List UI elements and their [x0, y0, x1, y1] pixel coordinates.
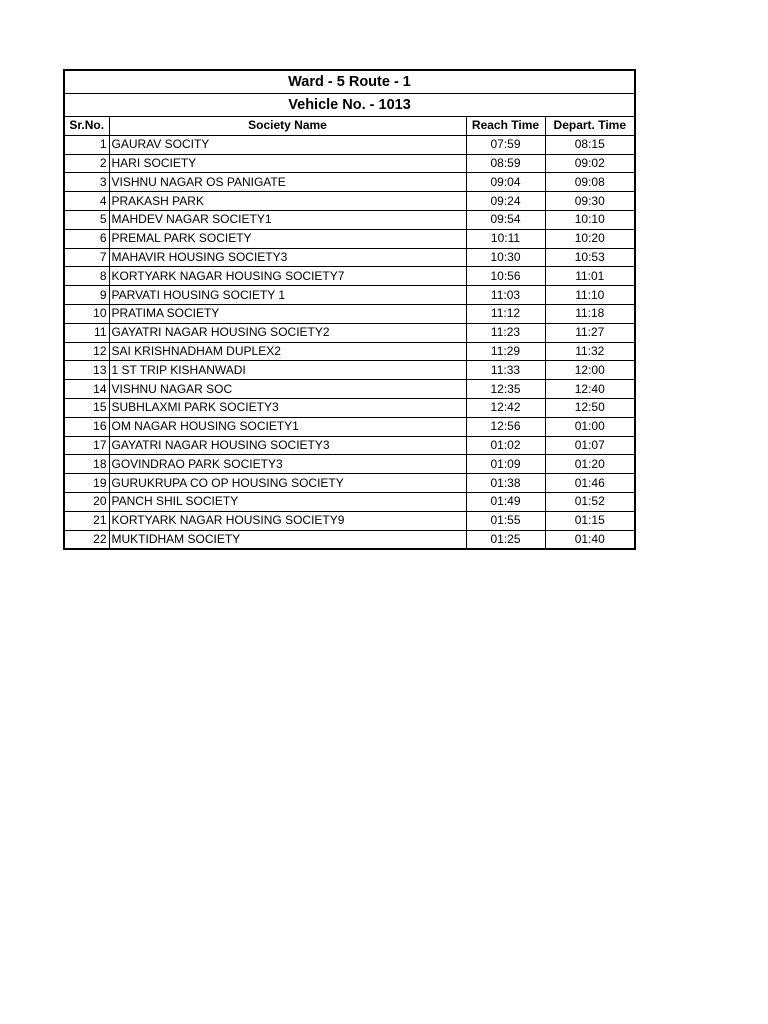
sr-no-cell: 22 [64, 530, 109, 549]
table-row [64, 267, 635, 286]
table-row [64, 248, 635, 267]
vehicle-number: Vehicle No. - 1013 [64, 94, 635, 117]
table-row [64, 398, 635, 417]
reach-time-cell: 09:54 [466, 210, 545, 229]
table-row [64, 361, 635, 380]
society-name-cell: GURUKRUPA CO OP HOUSING SOCIETY [109, 474, 466, 493]
reach-time-cell: 11:23 [466, 323, 545, 342]
table-row [64, 286, 635, 305]
society-name-cell: PRAKASH PARK [109, 192, 466, 211]
depart-time-cell: 11:18 [545, 304, 635, 323]
depart-time-cell: 10:10 [545, 210, 635, 229]
depart-time-cell: 10:20 [545, 229, 635, 248]
sr-no-cell: 14 [64, 380, 109, 399]
header-depart-time: Depart. Time [545, 117, 635, 136]
depart-time-cell: 12:40 [545, 380, 635, 399]
society-name-cell: HARI SOCIETY [109, 154, 466, 173]
depart-time-cell: 10:53 [545, 248, 635, 267]
header-sr-no: Sr.No. [64, 117, 109, 136]
society-name-cell: MUKTIDHAM SOCIETY [109, 530, 466, 549]
table-row [64, 417, 635, 436]
reach-time-cell: 11:03 [466, 286, 545, 305]
society-name-cell: GAYATRI NAGAR HOUSING SOCIETY2 [109, 323, 466, 342]
table-row [64, 323, 635, 342]
sr-no-cell: 11 [64, 323, 109, 342]
society-name-cell: MAHDEV NAGAR SOCIETY1 [109, 210, 466, 229]
route-table [63, 69, 636, 550]
table-row [64, 342, 635, 361]
reach-time-cell: 01:49 [466, 492, 545, 511]
table-row [64, 135, 635, 154]
sr-no-cell: 4 [64, 192, 109, 211]
route-sheet [63, 69, 634, 550]
sr-no-cell: 13 [64, 361, 109, 380]
table-row [64, 455, 635, 474]
depart-time-cell: 01:20 [545, 455, 635, 474]
sr-no-cell: 15 [64, 398, 109, 417]
title-row [64, 70, 635, 94]
sr-no-cell: 5 [64, 210, 109, 229]
society-name-cell: KORTYARK NAGAR HOUSING SOCIETY7 [109, 267, 466, 286]
depart-time-cell: 01:00 [545, 417, 635, 436]
depart-time-cell: 01:07 [545, 436, 635, 455]
header-reach-time: Reach Time [466, 117, 545, 136]
depart-time-cell: 11:27 [545, 323, 635, 342]
reach-time-cell: 11:12 [466, 304, 545, 323]
depart-time-cell: 12:00 [545, 361, 635, 380]
table-row [64, 192, 635, 211]
society-name-cell: KORTYARK NAGAR HOUSING SOCIETY9 [109, 511, 466, 530]
depart-time-cell: 09:30 [545, 192, 635, 211]
sr-no-cell: 12 [64, 342, 109, 361]
reach-time-cell: 01:25 [466, 530, 545, 549]
sr-no-cell: 17 [64, 436, 109, 455]
sr-no-cell: 10 [64, 304, 109, 323]
vehicle-row [64, 94, 635, 117]
society-name-cell: MAHAVIR HOUSING SOCIETY3 [109, 248, 466, 267]
reach-time-cell: 09:04 [466, 173, 545, 192]
table-row [64, 436, 635, 455]
table-row [64, 492, 635, 511]
depart-time-cell: 09:08 [545, 173, 635, 192]
reach-time-cell: 12:35 [466, 380, 545, 399]
society-name-cell: VISHNU NAGAR SOC [109, 380, 466, 399]
depart-time-cell: 09:02 [545, 154, 635, 173]
reach-time-cell: 12:42 [466, 398, 545, 417]
society-name-cell: SAI KRISHNADHAM DUPLEX2 [109, 342, 466, 361]
table-row [64, 380, 635, 399]
reach-time-cell: 07:59 [466, 135, 545, 154]
reach-time-cell: 11:29 [466, 342, 545, 361]
depart-time-cell: 01:52 [545, 492, 635, 511]
reach-time-cell: 12:56 [466, 417, 545, 436]
route-title: Ward - 5 Route - 1 [64, 70, 635, 94]
table-row [64, 173, 635, 192]
table-row [64, 511, 635, 530]
depart-time-cell: 11:10 [545, 286, 635, 305]
reach-time-cell: 09:24 [466, 192, 545, 211]
reach-time-cell: 01:02 [466, 436, 545, 455]
table-row [64, 474, 635, 493]
sr-no-cell: 9 [64, 286, 109, 305]
society-name-cell: OM NAGAR HOUSING SOCIETY1 [109, 417, 466, 436]
society-name-cell: PANCH SHIL SOCIETY [109, 492, 466, 511]
society-name-cell: PREMAL PARK SOCIETY [109, 229, 466, 248]
depart-time-cell: 11:32 [545, 342, 635, 361]
society-name-cell: GAURAV SOCITY [109, 135, 466, 154]
reach-time-cell: 10:11 [466, 229, 545, 248]
society-name-cell: GAYATRI NAGAR HOUSING SOCIETY3 [109, 436, 466, 455]
sr-no-cell: 18 [64, 455, 109, 474]
header-row [64, 117, 635, 136]
table-row [64, 304, 635, 323]
reach-time-cell: 01:38 [466, 474, 545, 493]
depart-time-cell: 01:46 [545, 474, 635, 493]
reach-time-cell: 08:59 [466, 154, 545, 173]
sr-no-cell: 16 [64, 417, 109, 436]
reach-time-cell: 01:55 [466, 511, 545, 530]
table-row [64, 210, 635, 229]
depart-time-cell: 11:01 [545, 267, 635, 286]
sr-no-cell: 20 [64, 492, 109, 511]
society-name-cell: GOVINDRAO PARK SOCIETY3 [109, 455, 466, 474]
depart-time-cell: 12:50 [545, 398, 635, 417]
sr-no-cell: 8 [64, 267, 109, 286]
sr-no-cell: 21 [64, 511, 109, 530]
reach-time-cell: 10:56 [466, 267, 545, 286]
sr-no-cell: 2 [64, 154, 109, 173]
society-name-cell: PARVATI HOUSING SOCIETY 1 [109, 286, 466, 305]
sr-no-cell: 19 [64, 474, 109, 493]
depart-time-cell: 08:15 [545, 135, 635, 154]
table-row [64, 154, 635, 173]
sr-no-cell: 3 [64, 173, 109, 192]
depart-time-cell: 01:15 [545, 511, 635, 530]
table-row [64, 229, 635, 248]
header-society-name: Society Name [109, 117, 466, 136]
reach-time-cell: 10:30 [466, 248, 545, 267]
society-name-cell: SUBHLAXMI PARK SOCIETY3 [109, 398, 466, 417]
reach-time-cell: 01:09 [466, 455, 545, 474]
sr-no-cell: 1 [64, 135, 109, 154]
table-row [64, 530, 635, 549]
sr-no-cell: 6 [64, 229, 109, 248]
reach-time-cell: 11:33 [466, 361, 545, 380]
society-name-cell: 1 ST TRIP KISHANWADI [109, 361, 466, 380]
society-name-cell: PRATIMA SOCIETY [109, 304, 466, 323]
depart-time-cell: 01:40 [545, 530, 635, 549]
sr-no-cell: 7 [64, 248, 109, 267]
society-name-cell: VISHNU NAGAR OS PANIGATE [109, 173, 466, 192]
